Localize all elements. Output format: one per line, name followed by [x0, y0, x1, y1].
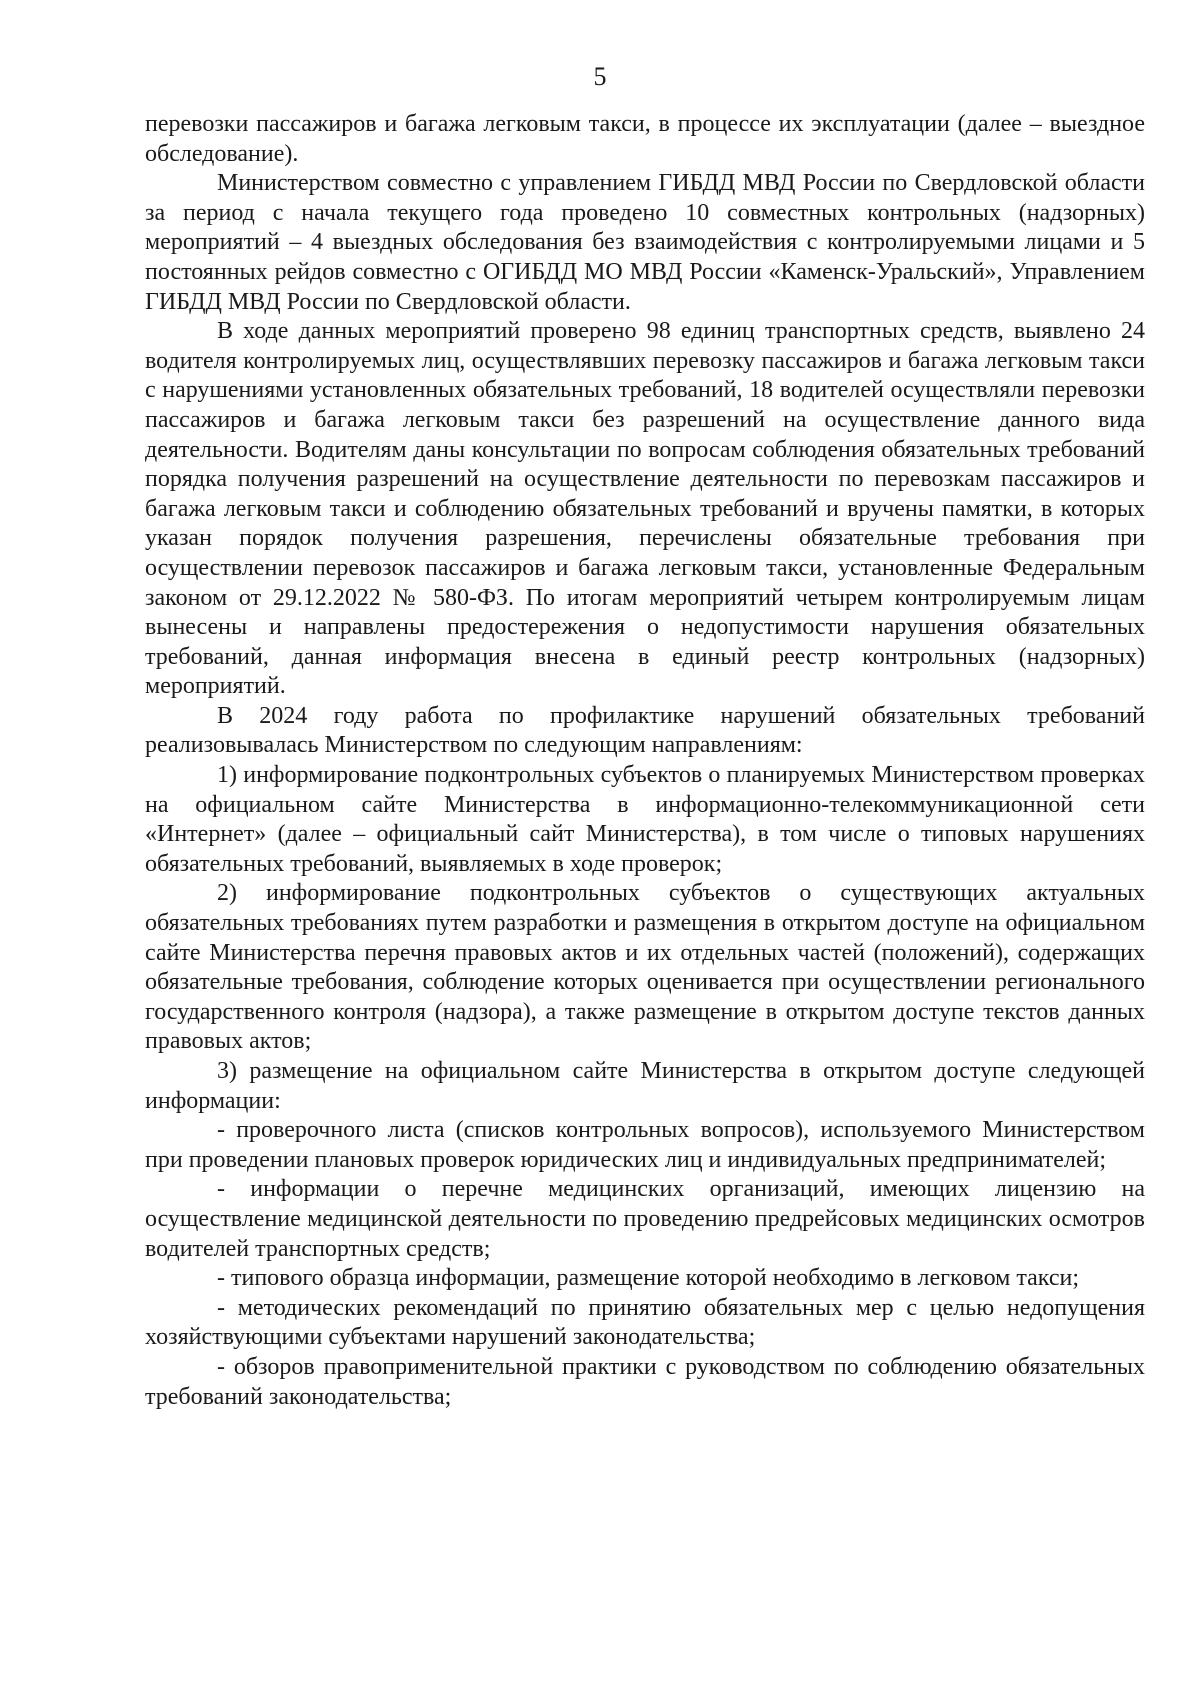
paragraph-continuation: перевозки пассажиров и багажа легковым такси, в процессе их эксплуатации (далее – выездное обследование).	[145, 111, 1145, 167]
list-item-2: 2) информирование подконтрольных субъектов о существующих актуальных обязательных требованиях путем разработки и размещения в открытом доступе на официальном сайте Министерства перечня правовых актов и их отдельных частей (положений), содержащих обязательные требования, соблюдение которых оценивается при осуществлении регионального государственного контроля (надзора), а также размещение в открытом доступе текстов данных правовых актов;	[145, 880, 1145, 1055]
document-body	[145, 110, 1145, 1412]
sublist-item-methodical-recommendations: - методических рекомендаций по принятию обязательных мер с целью недопущения хозяйствующими субъектами нарушений законодательства;	[145, 1294, 1145, 1351]
list-item-1: 1) информирование подконтрольных субъектов о планируемых Министерством проверках на официальном сайте Министерства в информационно-телекоммуникационной сети «Интернет» (далее – официальный сайт Министерства), в том числе о типовых нарушениях обязательных требований, выявляемых в ходе проверок;	[145, 762, 1145, 877]
sublist-item-taxi-info-sample: - типового образца информации, размещение которой необходимо в легковом такси;	[217, 1265, 1079, 1292]
list-item-3: 3) размещение на официальном сайте Министерства в открытом доступе следующей информации:	[145, 1058, 1145, 1114]
paragraph-prevention-intro: В 2024 году работа по профилактике нарушений обязательных требований реализовывалась Министерством по следующим направлениям:	[145, 702, 1145, 759]
paragraph-joint-activities: Министерством совместно с управлением ГИБДД МВД России по Свердловской области за период с начала текущего года проведено 10 совместных контрольных (надзорных) мероприятий – 4 выездных обследования без взаимодействия с контролируемыми лицами и 5 постоянных рейдов совместно с ОГИБДД МО МВД России «Каменск-Уральский», Управлением ГИБДД МВД России по Свердловской области.	[145, 170, 1145, 315]
page-number: 5	[593, 62, 607, 91]
sublist-item-checklist: - проверочного листа (списков контрольных вопросов), используемого Министерством при проведении плановых проверок юридических лиц и индивидуальных предпринимателей;	[145, 1117, 1145, 1173]
sublist-item-practice-reviews: - обзоров правоприменительной практики с руководством по соблюдению обязательных требований законодательства;	[145, 1353, 1145, 1410]
sublist-item-medical-orgs: - информации о перечне медицинских организаций, имеющих лицензию на осуществление медицинской деятельности по проведению предрейсовых медицинских осмотров водителей транспортных средств;	[145, 1176, 1145, 1262]
paragraph-inspection-results: В ходе данных мероприятий проверено 98 единиц транспортных средств, выявлено 24 водителя контролируемых лиц, осуществлявших перевозку пассажиров и багажа легковым такси с нарушениями установленных обязательных требований, 18 водителей осуществляли перевозки пассажиров и багажа легковым такси без разрешений на осуществление данного вида деятельности. Водителям даны консультации по вопросам соблюдения обязательных требований порядка получения разрешений на осуществление деятельности по перевозкам пассажиров и багажа легковым такси и соблюдению обязательных требований и вручены памятки, в которых указан порядок получения разрешения, перечислены обязательные требования при осуществлении перевозок пассажиров и багажа легковым такси, установленные Федеральным законом от 29.12.2022 № 580-ФЗ. По итогам мероприятий четырем контролируемым лицам вынесены и направлены предостережения о недопустимости нарушения обязательных требований, данная информация внесена в единый реестр контрольных (надзорных) мероприятий.	[145, 318, 1145, 700]
